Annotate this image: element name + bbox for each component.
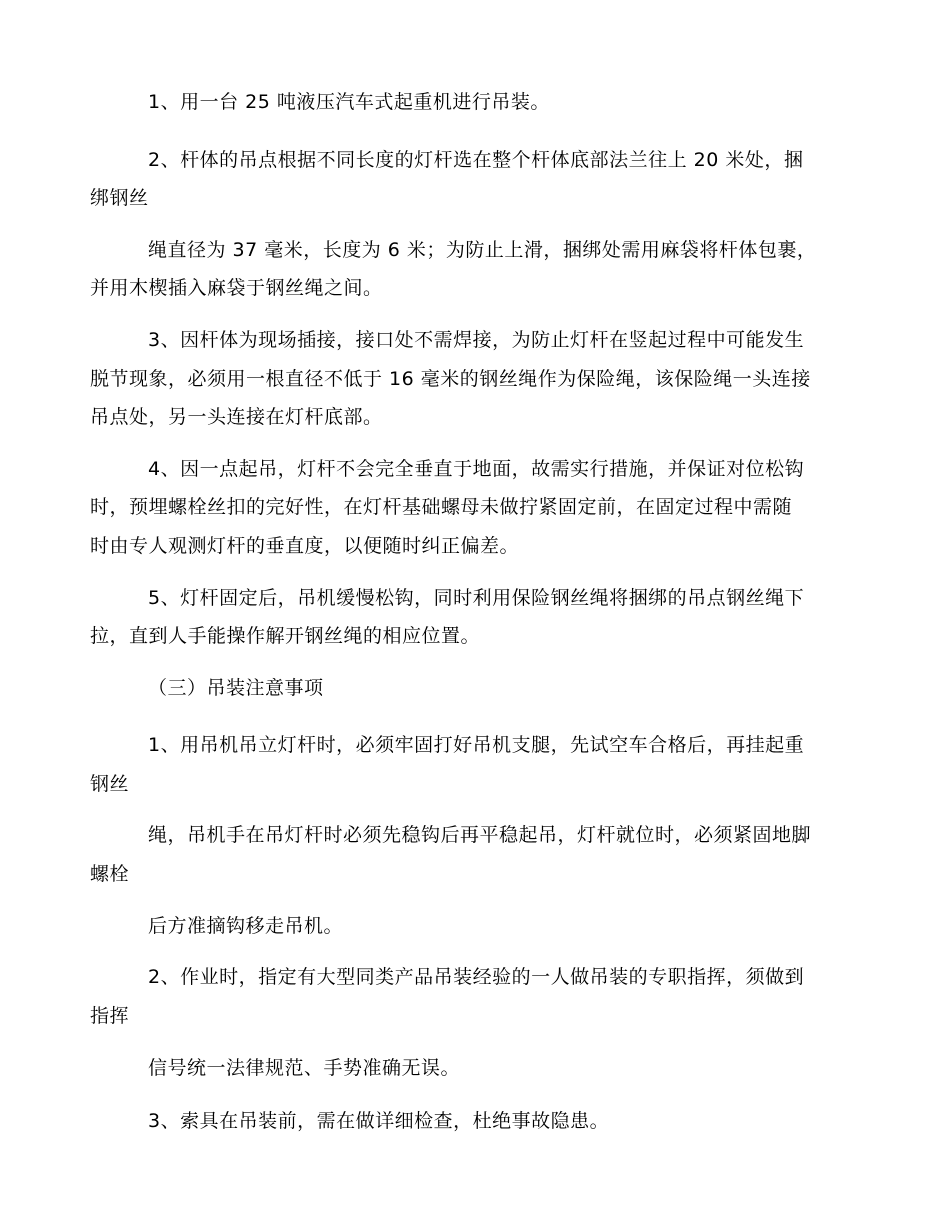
paragraph-line: 3、索具在吊装前，需在做详细检查，杜绝事故隐患。 <box>148 1110 610 1132</box>
paragraph-line: 1、用一台 25 吨液压汽车式起重机进行吊装。 <box>148 91 550 113</box>
paragraph-line: 并用木楔插入麻袋于钢丝绳之间。 <box>90 277 383 299</box>
paragraph-line: 指挥 <box>90 1005 130 1027</box>
paragraph-line: 信号统一法律规范、手势准确无误。 <box>148 1057 461 1079</box>
paragraph-line: 5、灯杆固定后，吊机缓慢松钩，同时利用保险钢丝绳将捆绑的吊点钢丝绳下 <box>148 587 805 609</box>
paragraph-line: 2、杆体的吊点根据不同长度的灯杆选在整个杆体底部法兰往上 20 米处，捆 <box>148 149 804 171</box>
paragraph-line: 螺栓 <box>90 863 130 885</box>
paragraph-line: 1、用吊机吊立灯杆时，必须牢固打好吊机支腿，先试空车合格后，再挂起重 <box>148 734 805 756</box>
paragraph-line: 吊点处，另一头连接在灯杆底部。 <box>90 406 383 428</box>
paragraph-line: 2、作业时，指定有大型同类产品吊装经验的一人做吊装的专职指挥，须做到 <box>148 966 805 988</box>
paragraph-line: 钢丝 <box>90 773 130 795</box>
paragraph-line: 3、因杆体为现场插接，接口处不需焊接，为防止灯杆在竖起过程中可能发生 <box>148 329 805 351</box>
paragraph-line: 后方准摘钩移走吊机。 <box>148 915 344 937</box>
paragraph-line: 绳，吊机手在吊灯杆时必须先稳钩后再平稳起吊，灯杆就位时，必须紧固地脚 <box>148 824 812 846</box>
paragraph-line: 4、因一点起吊，灯杆不会完全垂直于地面，故需实行措施，并保证对位松钩 <box>148 458 805 480</box>
paragraph-line: 绳直径为 37 毫米，长度为 6 米；为防止上滑，捆绑处需用麻袋将杆体包裹， <box>148 239 817 261</box>
paragraph-line: 脱节现象，必须用一根直径不低于 16 毫米的钢丝绳作为保险绳，该保险绳一头连接 <box>90 368 811 390</box>
paragraph-line: 时，预埋螺栓丝扣的完好性，在灯杆基础螺母未做拧紧固定前，在固定过程中需随 <box>90 496 793 518</box>
paragraph-line: 时由专人观测灯杆的垂直度，以便随时纠正偏差。 <box>90 535 520 557</box>
section-heading: （三）吊装注意事项 <box>148 677 324 699</box>
paragraph-line: 拉，直到人手能操作解开钢丝绳的相应位置。 <box>90 625 481 647</box>
paragraph-line: 绑钢丝 <box>90 187 149 209</box>
